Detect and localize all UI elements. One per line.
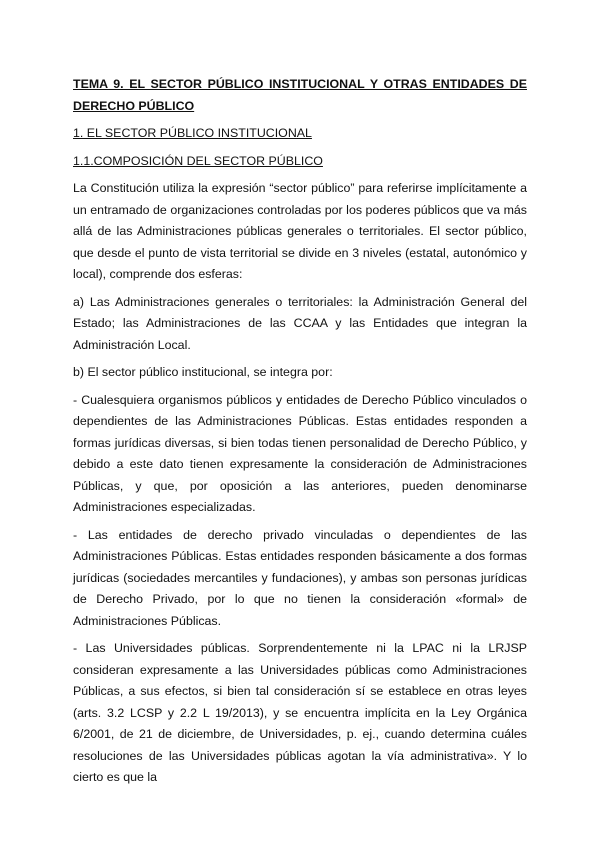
document-page xyxy=(73,74,527,795)
paragraph-entidades-privadas: - Las entidades de derecho privado vinculadas o dependientes de las Administraciones Públicas. Estas entidades responden básicamente a dos formas jurídicas (sociedades mercantiles y fundaciones), y ambas son personas jurídicas de Derecho Privado, por lo que no tienen la consideración «formal» de Administraciones Públicas. xyxy=(73,527,527,628)
paragraph-intro: La Constitución utiliza la expresión “sector público” para referirse implícitamente a un entramado de organizaciones controladas por los poderes públicos que va más allá de las Administraciones públicas generales o territoriales. El sector público, que desde el punto de vista territorial se divide en 3 niveles (estatal, autonómico y local), comprende dos esferas: xyxy=(73,181,527,281)
document-title: TEMA 9. EL SECTOR PÚBLICO INSTITUCIONAL Y OTRAS ENTIDADES DE DERECHO PÚBLICO xyxy=(73,77,527,113)
subsection-heading: 1.1.COMPOSICIÓN DEL SECTOR PÚBLICO xyxy=(73,153,323,168)
section-heading: 1. EL SECTOR PÚBLICO INSTITUCIONAL xyxy=(73,126,312,140)
paragraph-b: b) El sector público institucional, se integra por: xyxy=(73,365,333,379)
paragraph-organismos: - Cualesquiera organismos públicos y entidades de Derecho Público vinculados o dependientes de las Administraciones Públicas. Estas entidades responden a formas jurídicas diversas, si bien todas tienen personalidad de Derecho Público, y debido a este dato tienen expresamente la consideración de Administraciones Públicas, y que, por oposición a las anteriores, pueden denominarse Administraciones especializadas. xyxy=(73,392,527,514)
paragraph-a: a) Las Administraciones generales o territoriales: la Administración General del Estado; las Administraciones de las CCAA y las Entidades que integran la Administración Local. xyxy=(73,294,527,352)
paragraph-universidades: - Las Universidades públicas. Sorprendentemente ni la LPAC ni la LRJSP consideran expresamente a las Universidades públicas como Administraciones Públicas, a sus efectos, si bien tal consideración sí se establece en otras leyes (arts. 3.2 LCSP y 2.2 L 19/2013), y se encuentra implícita en la Ley Orgánica 6/2001, de 21 de diciembre, de Universidades, p. ej., cuando determina cuáles resoluciones de las Universidades públicas agotan la vía administrativa». Y lo cierto es que la xyxy=(73,641,527,784)
